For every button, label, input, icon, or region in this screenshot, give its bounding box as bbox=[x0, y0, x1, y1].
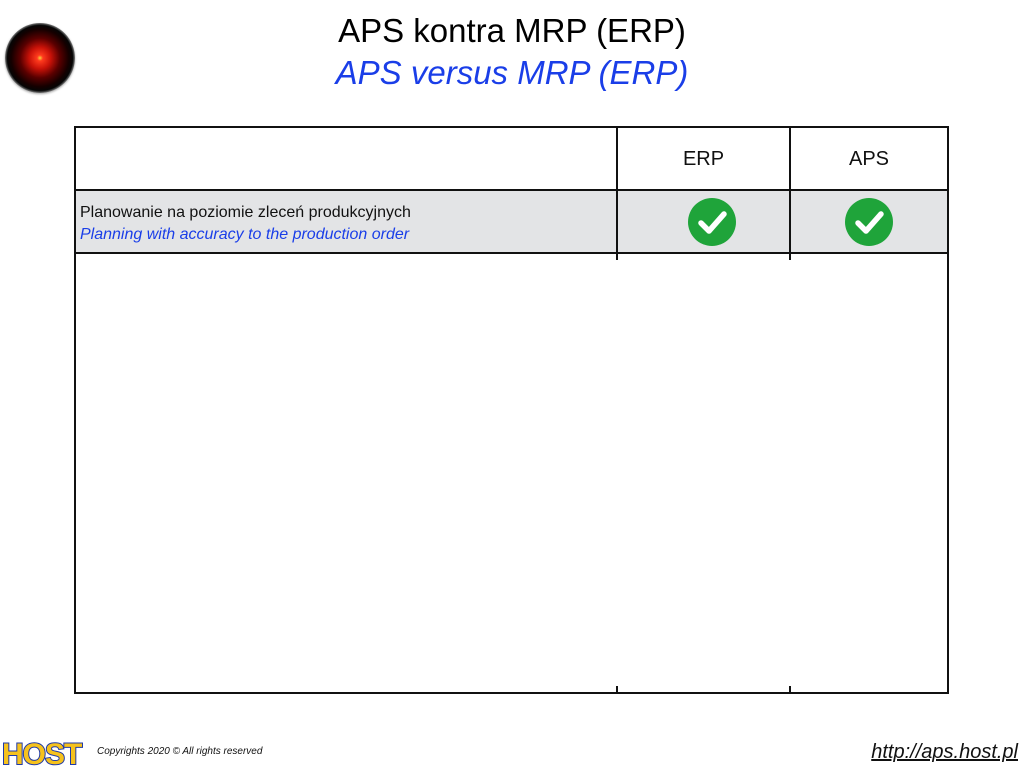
page-subtitle: APS versus MRP (ERP) bbox=[335, 54, 689, 91]
website-link[interactable]: http://aps.host.pl bbox=[871, 741, 1018, 763]
row-bottom-border bbox=[74, 252, 949, 254]
column-divider-erp-bottom bbox=[616, 686, 618, 694]
aps-check-icon bbox=[845, 198, 893, 246]
row-label-english: Planning with accuracy to the production order bbox=[80, 226, 410, 243]
column-header-aps: APS bbox=[848, 148, 890, 170]
copyright-notice: Copyrights 2020 © All rights reserved bbox=[97, 746, 263, 757]
page-title: APS kontra MRP (ERP) bbox=[338, 12, 686, 49]
host-logo bbox=[0, 736, 84, 768]
erp-check-icon bbox=[688, 198, 736, 246]
column-divider-aps-bottom bbox=[789, 686, 791, 694]
svg-text:HOST: HOST bbox=[2, 738, 82, 768]
table-row-label bbox=[80, 202, 610, 246]
column-header-erp: ERP bbox=[682, 148, 725, 170]
row-label-polish: Planowanie na poziomie zleceń produkcyjnych bbox=[80, 204, 411, 221]
